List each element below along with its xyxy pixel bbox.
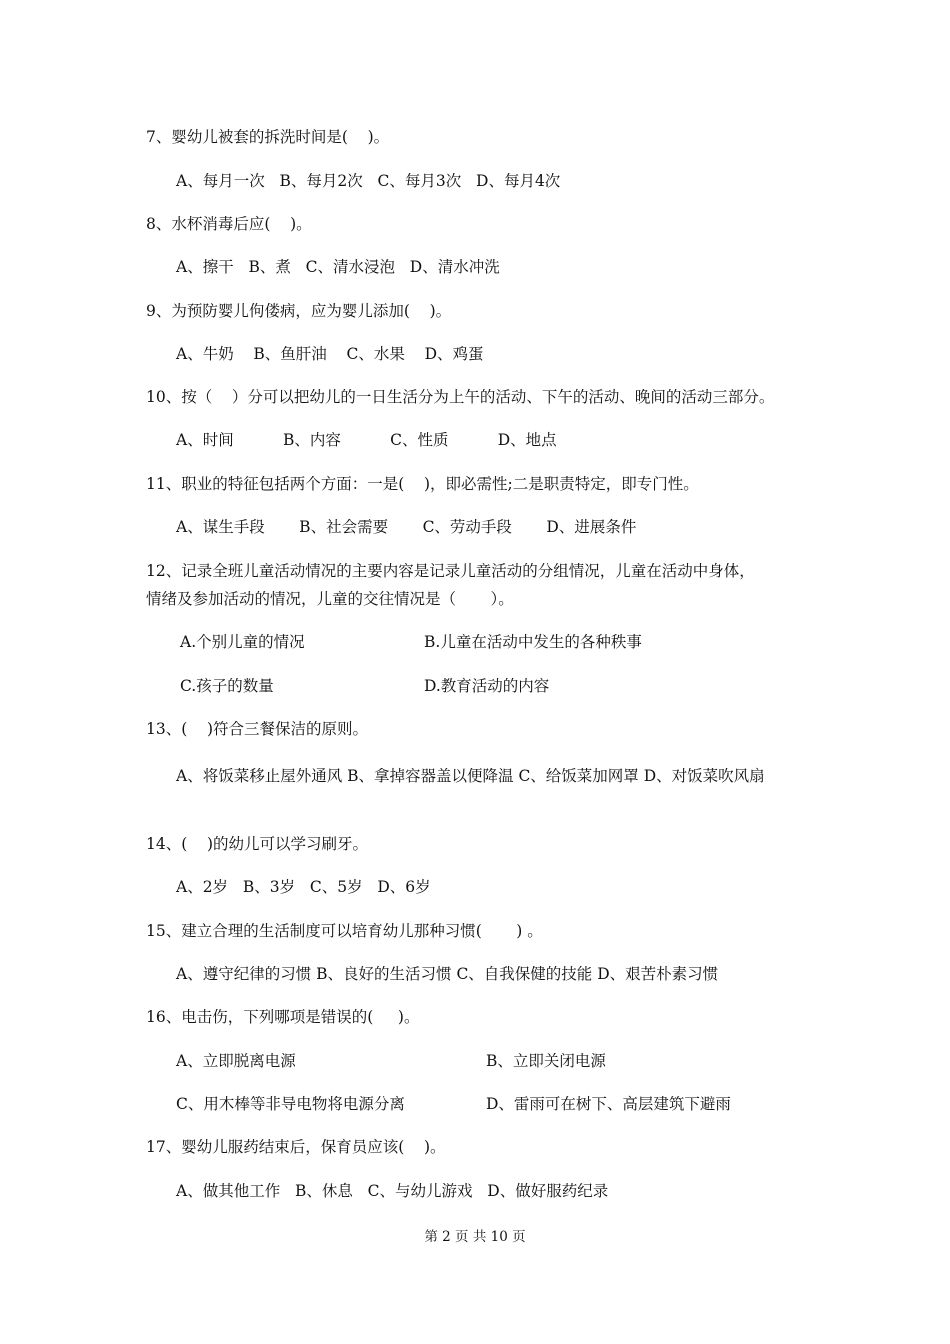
question-16-option-c: C、用木棒等非导电物将电源分离 (176, 1095, 405, 1113)
question-13-options: A、将饭菜移止屋外通风 B、拿掉容器盖以便降温 C、给饭菜加网罩 D、对饭菜吹风扇 (176, 767, 765, 785)
question-12-stem-line2: 情绪及参加活动的情况，儿童的交往情况是（ ）。 (146, 590, 514, 608)
question-12-option-c: C.孩子的数量 (180, 677, 274, 695)
question-12-option-a: A.个别儿童的情况 (180, 633, 305, 651)
question-16-option-b: B、立即关闭电源 (486, 1052, 606, 1070)
question-11-stem: 11、职业的特征包括两个方面：一是( )，即必需性;二是职责特定，即专门性。 (146, 475, 699, 493)
question-17-options: A、做其他工作 B、休息 C、与幼儿游戏 D、做好服药纪录 (176, 1182, 609, 1200)
question-16-option-d: D、雷雨可在树下、高层建筑下避雨 (486, 1095, 731, 1113)
question-16-stem: 16、电击伤，下列哪项是错误的( )。 (146, 1008, 420, 1026)
question-16-option-a: A、立即脱离电源 (176, 1052, 296, 1070)
question-15-options: A、遵守纪律的习惯 B、良好的生活习惯 C、自我保健的技能 D、艰苦朴素习惯 (176, 965, 719, 983)
question-13-stem: 13、( )符合三餐保洁的原则。 (146, 720, 369, 738)
question-12-stem-line1: 12、记录全班儿童活动情况的主要内容是记录儿童活动的分组情况，儿童在活动中身体， (146, 562, 755, 580)
question-15-stem: 15、建立合理的生活制度可以培育幼儿那种习惯( ) 。 (146, 922, 543, 940)
question-9-stem: 9、为预防婴儿佝偻病，应为婴儿添加( )。 (146, 302, 452, 320)
page-number-footer: 第 2 页 共 10 页 (424, 1229, 526, 1245)
question-14-stem: 14、( )的幼儿可以学习刷牙。 (146, 835, 369, 853)
question-7-stem: 7、婴幼儿被套的拆洗时间是( )。 (146, 128, 390, 146)
question-11-options: A、谋生手段 B、社会需要 C、劳动手段 D、进展条件 (176, 518, 637, 536)
question-17-stem: 17、婴幼儿服药结束后，保育员应该( )。 (146, 1138, 446, 1156)
question-12-option-d: D.教育活动的内容 (424, 677, 550, 695)
question-9-options: A、牛奶 B、鱼肝油 C、水果 D、鸡蛋 (176, 345, 484, 363)
question-7-options: A、每月一次 B、每月2次 C、每月3次 D、每月4次 (176, 172, 561, 190)
question-10-stem: 10、按（ ）分可以把幼儿的一日生活分为上午的活动、下午的活动、晚间的活动三部分。 (146, 388, 775, 406)
question-14-options: A、2岁 B、3岁 C、5岁 D、6岁 (176, 878, 431, 896)
question-8-stem: 8、水杯消毒后应( )。 (146, 215, 312, 233)
question-12-option-b: B.儿童在活动中发生的各种秩事 (424, 633, 642, 651)
question-8-options: A、擦干 B、煮 C、清水浸泡 D、清水冲洗 (176, 258, 500, 276)
question-10-options: A、时间 B、内容 C、性质 D、地点 (176, 431, 557, 449)
